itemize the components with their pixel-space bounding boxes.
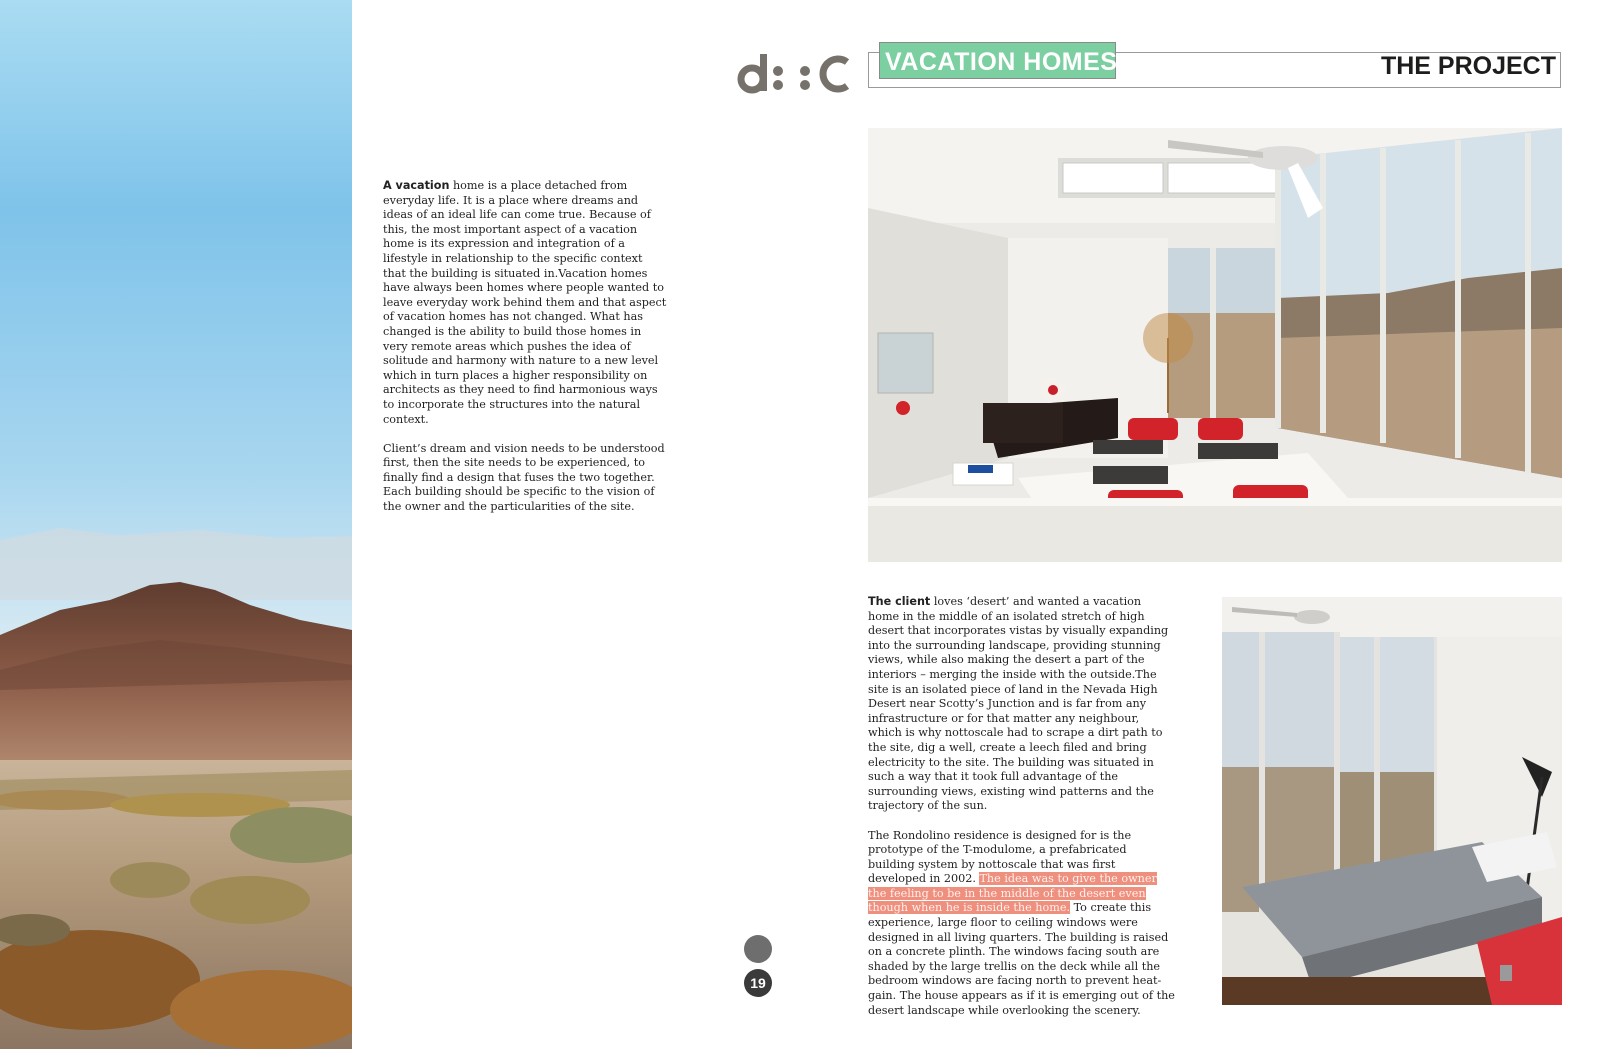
bedroom-photo (1222, 597, 1562, 1005)
desert-landscape-photo (0, 0, 352, 1049)
paragraph-body: home is a place detached from everyday life. It is a place where dreams and ideas of an ideal life can come true. Because of this, the most important aspect of a vacation home is its expression and integration of a lifestyle in relationship to the specific context that the building is situated in.Vacation homes have always been homes where people wanted to leave everyday work behind them and that aspect of vacation homes has not changed. What has changed is the ability to build those homes in very remote areas which pushes the idea of solitude and harmony with nature to a new level which in turn places a higher responsibility on architects as they need to find harmonious ways to incorporate the structures into the natural context. (383, 179, 667, 426)
living-room-photo (868, 128, 1562, 562)
page-number: 19 (744, 969, 772, 997)
dc-logo (735, 48, 865, 98)
paragraph-body: loves ‘desert’ and wanted a vacation home in the middle of an isolated stretch of high desert that incorporates vistas by visually expanding into the surrounding landscape, providing stunning views, while also making the desert a part of the interiors – merging the inside with the outside.The site is an isolated piece of land in the Nevada High Desert near Scotty’s Junction and is far from any infrastructure or for that matter any neighbour, which is why nottoscale had to scrape a dirt path to the site, dig a well, create a leech filed and bring electricity to the site. The building was situated in such a way that it took full advantage of the surrounding views, existing wind patterns and the trajectory of the sun. (868, 595, 1169, 813)
vision-paragraph: Client’s dream and vision needs to be understood first, then the site needs to be experienced, to finally find a design that fuses the two together. Each building should be specific to the vision of the owner and the particularities of the site. (383, 441, 665, 514)
client-paragraph (868, 595, 1175, 814)
intro-text-column (383, 179, 668, 529)
project-text-column (868, 595, 1175, 1033)
lead-phrase: A vacation (383, 179, 450, 192)
lead-phrase: The client (868, 595, 931, 608)
page-heading: THE PROJECT (1380, 52, 1556, 80)
paragraph-start: The Rondolino residence is designed for is the prototype of the T-modulome, a prefabricated building system by nottoscale that was first developed in 2002. (868, 828, 1132, 886)
rondolino-paragraph (868, 829, 1175, 1019)
intro-paragraph (383, 179, 668, 427)
page-marker-dot (744, 935, 772, 963)
highlighted-quote: The idea was to give the owner the feeling to be in the middle of the desert even though when he is inside the home. (868, 872, 1157, 915)
section-title: VACATION HOMES (885, 48, 1118, 76)
paragraph-end: To create this experience, large floor to ceiling windows were designed in all living quarters. The building is raised on a concrete plinth. The windows facing south are shaded by the large trellis on the deck while all the bedroom windows are facing north to prevent heat-gain. The house appears as if it is emerging out of the desert landscape while overlooking the scenery. (868, 901, 1175, 1017)
